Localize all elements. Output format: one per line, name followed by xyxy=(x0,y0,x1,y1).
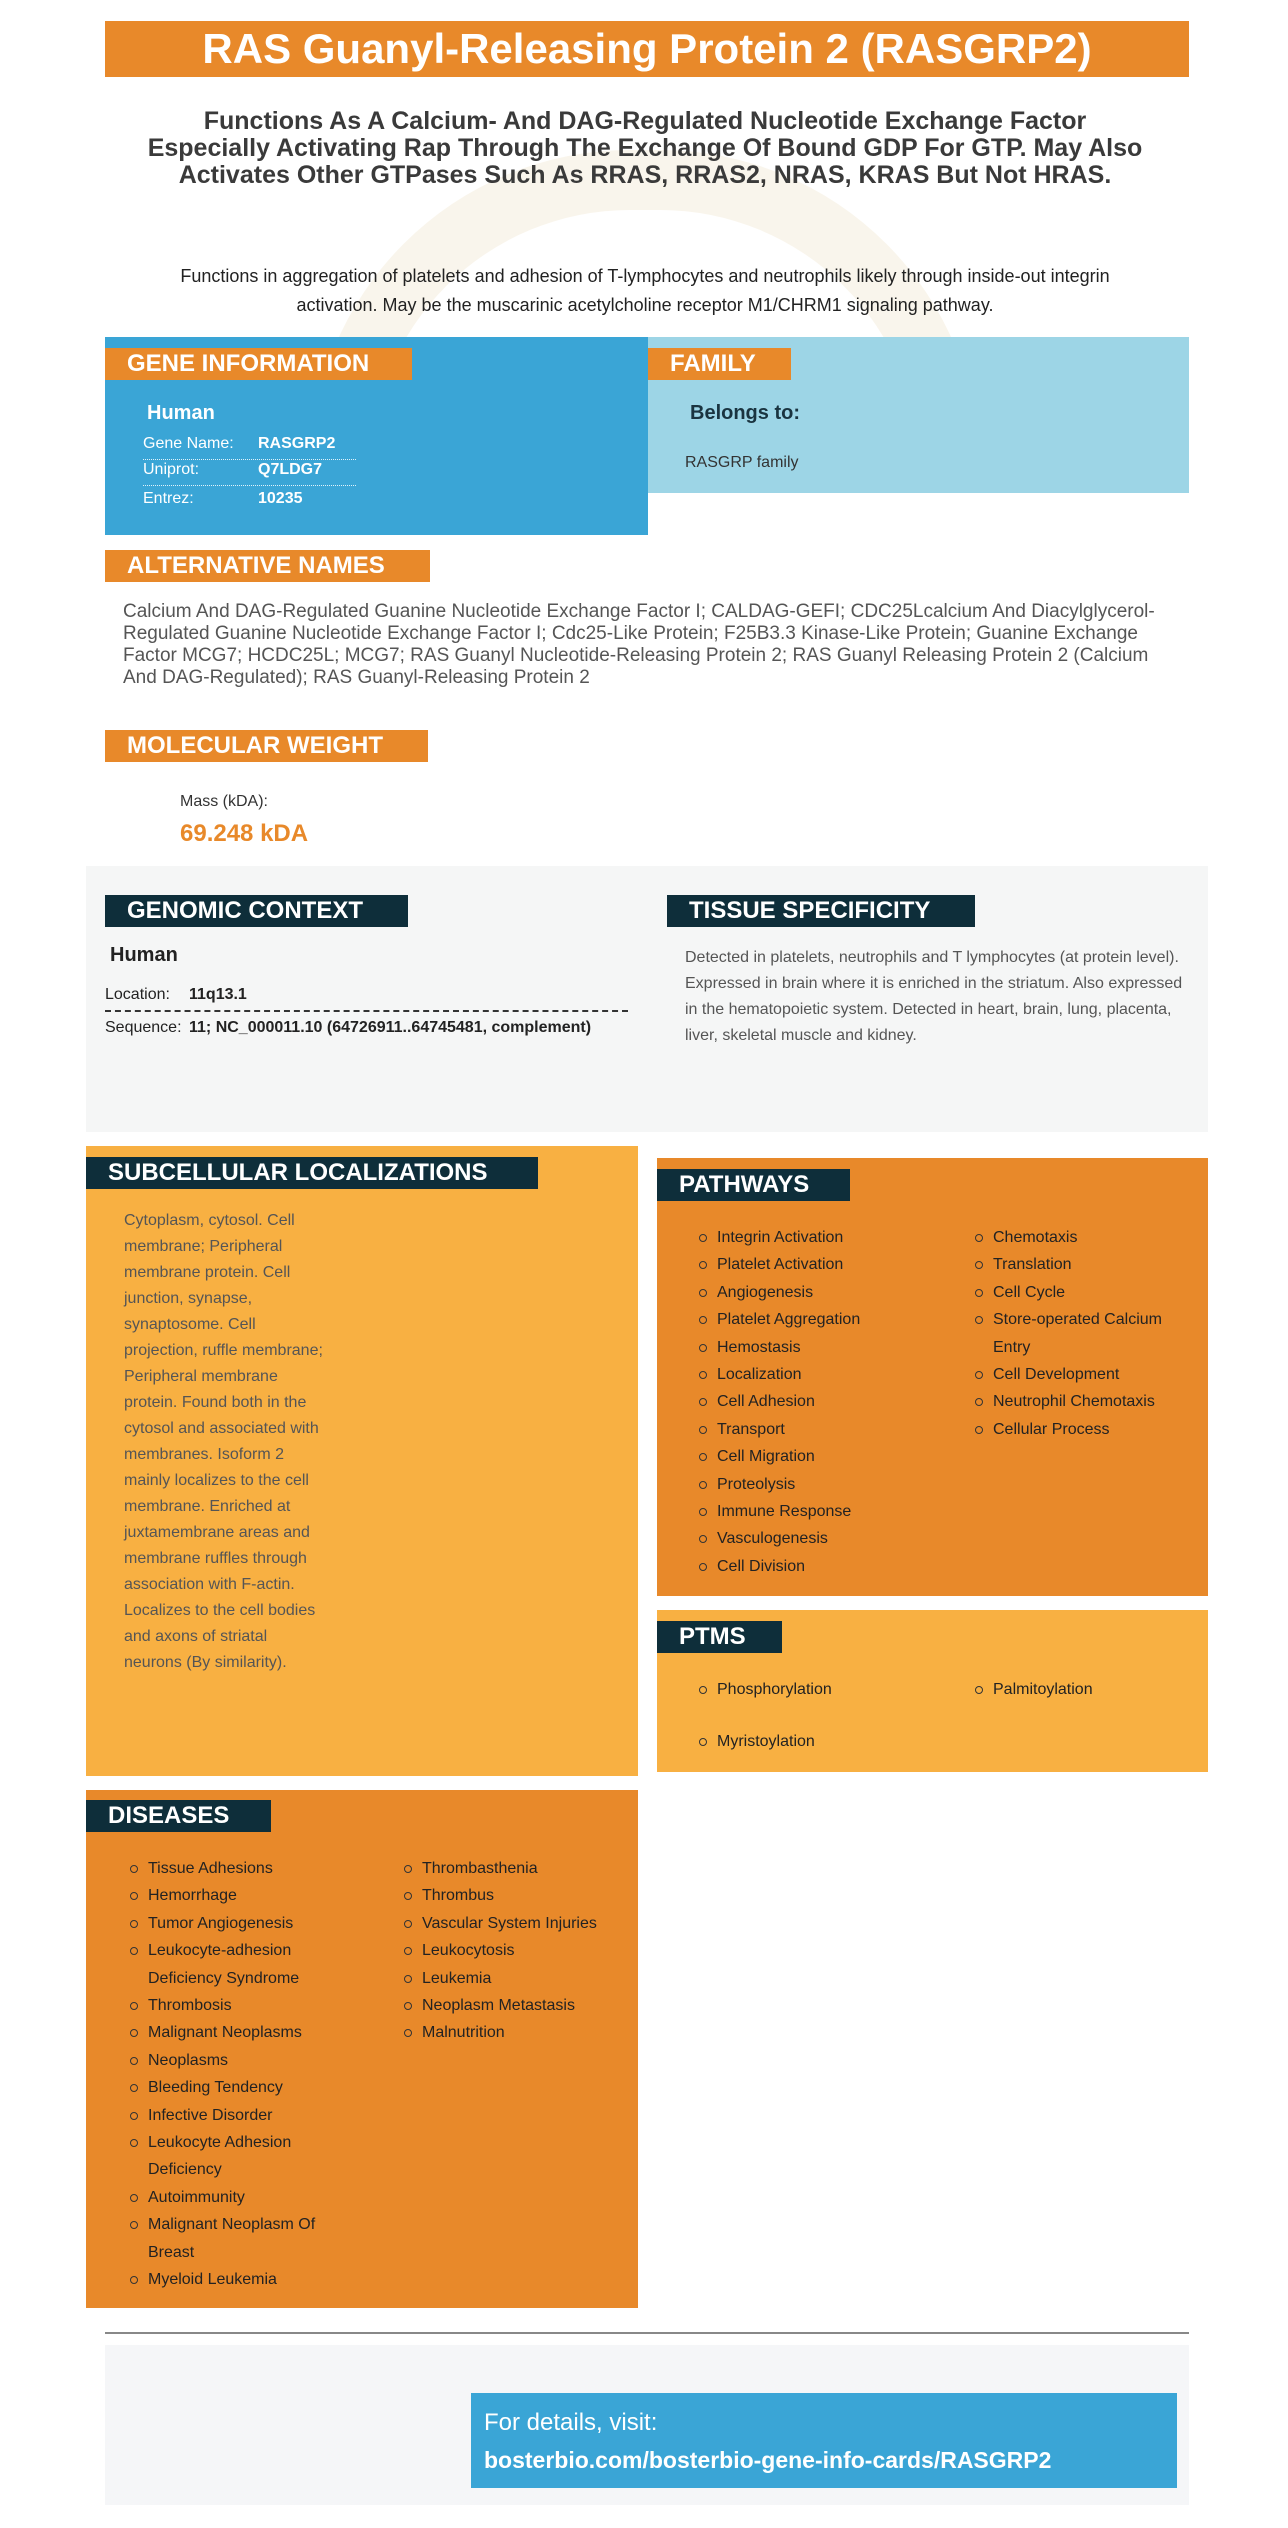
gene-row-value: 10235 xyxy=(258,490,303,507)
list-item: Store-operated Calcium Entry xyxy=(975,1306,1193,1361)
molecular-weight-header: MOLECULAR WEIGHT xyxy=(105,730,428,762)
list-item: Translation xyxy=(975,1251,1193,1278)
list-item: Platelet Activation xyxy=(699,1251,939,1278)
list-item: Integrin Activation xyxy=(699,1224,939,1251)
details-link[interactable]: bosterbio.com/bosterbio-gene-info-cards/RASGRP2 xyxy=(484,2447,1052,2473)
list-item: Myristoylation xyxy=(699,1728,939,1755)
list-item: Neoplasms xyxy=(130,2047,352,2074)
gene-species: Human xyxy=(147,402,215,424)
gene-row-name xyxy=(143,432,356,460)
list-item: Localization xyxy=(699,1361,939,1388)
list-item: Angiogenesis xyxy=(699,1279,939,1306)
family-header: FAMILY xyxy=(648,348,791,380)
diseases-list-col2 xyxy=(404,1855,634,2047)
location-label: Location: xyxy=(105,986,170,1003)
location-value: 11q13.1 xyxy=(189,986,247,1003)
family-value: RASGRP family xyxy=(685,454,799,471)
list-item: Myeloid Leukemia xyxy=(130,2266,352,2293)
footer-divider xyxy=(105,2332,1189,2334)
list-item: Neoplasm Metastasis xyxy=(404,1992,634,2019)
alternative-names-header: ALTERNATIVE NAMES xyxy=(105,550,430,582)
details-link-box[interactable] xyxy=(471,2393,1177,2488)
subcellular-header: SUBCELLULAR LOCALIZATIONS xyxy=(86,1157,538,1189)
list-item: Autoimmunity xyxy=(130,2184,352,2211)
list-item: Leukemia xyxy=(404,1965,634,1992)
list-item: Cell Migration xyxy=(699,1443,939,1470)
ptms-header: PTMS xyxy=(657,1621,782,1653)
alternative-names-text: Calcium And DAG-Regulated Guanine Nucleotide Exchange Factor I; CALDAG-GEFI; CDC25Lcalcium And Diacylglycerol-Regulated Guanine Nucleotide Exchange Factor I; Cdc25-Like Protein; F25B3.3 Kinase-Like Protein; Guanine Exchange Factor MCG7; HCDC25L; MCG7; RAS Guanyl Nucleotide-Releasing Protein 2; RAS Guanyl Releasing Protein 2 (Calcium And DAG-Regulated); RAS Guanyl-Releasing Protein 2 xyxy=(123,601,1155,688)
list-item: Leukocytosis xyxy=(404,1937,634,1964)
diseases-list-col1 xyxy=(130,1855,352,2294)
gene-row-label: Gene Name: xyxy=(143,435,234,452)
list-item: Leukocyte Adhesion Deficiency xyxy=(130,2129,352,2184)
list-item: Tissue Adhesions xyxy=(130,1855,352,1882)
ptms-list-col2 xyxy=(975,1676,1193,1703)
family-belongs-label: Belongs to: xyxy=(690,402,800,424)
summary-text: Functions in aggregation of platelets and adhesion of T-lymphocytes and neutrophils likely through inside-out integrin activation. May be the muscarinic acetylcholine receptor M1/CHRM1 signaling pathway. xyxy=(180,266,1110,315)
pathways-list-col1 xyxy=(699,1224,939,1580)
list-item: Cellular Process xyxy=(975,1416,1193,1443)
list-item: Malnutrition xyxy=(404,2019,634,2046)
mass-value: 69.248 kDA xyxy=(180,820,309,847)
subcellular-text: Cytoplasm, cytosol. Cell membrane; Peripheral membrane protein. Cell junction, synapse, synaptosome. Cell projection, ruffle membrane; Peripheral membrane protein. Found both in the cytosol and associated with membranes. Isoform 2 mainly localizes to the cell membrane. Enriched at juxtamembrane areas and membrane ruffles through association with F-actin. Localizes to the cell bodies and axons of striatal neurons (By similarity). xyxy=(124,1212,323,1671)
list-item: Palmitoylation xyxy=(975,1676,1193,1703)
list-item: Hemostasis xyxy=(699,1334,939,1361)
list-item: Vasculogenesis xyxy=(699,1525,939,1552)
pathways-header: PATHWAYS xyxy=(657,1169,850,1201)
list-item: Cell Adhesion xyxy=(699,1388,939,1415)
page-subtitle: Functions As A Calcium- And DAG-Regulated Nucleotide Exchange Factor Especially Activating Rap Through The Exchange Of Bound GDP For GTP. May Also Activates Other GTPases Such As RRAS, RRAS2, NRAS, KRAS But Not HRAS. xyxy=(147,107,1143,189)
list-item: Hemorrhage xyxy=(130,1882,352,1909)
genomic-context-header: GENOMIC CONTEXT xyxy=(105,895,408,927)
list-item: Cell Development xyxy=(975,1361,1193,1388)
list-item: Cell Division xyxy=(699,1553,939,1580)
list-item: Platelet Aggregation xyxy=(699,1306,939,1333)
list-item: Transport xyxy=(699,1416,939,1443)
list-item: Neutrophil Chemotaxis xyxy=(975,1388,1193,1415)
list-item: Infective Disorder xyxy=(130,2102,352,2129)
list-item: Leukocyte-adhesion Deficiency Syndrome xyxy=(130,1937,352,1992)
list-item: Malignant Neoplasms xyxy=(130,2019,352,2046)
gene-row-label: Entrez: xyxy=(143,490,194,507)
genomic-species: Human xyxy=(110,944,178,966)
list-item: Thrombosis xyxy=(130,1992,352,2019)
list-item: Thrombasthenia xyxy=(404,1855,634,1882)
list-item: Phosphorylation xyxy=(699,1676,939,1703)
sequence-value: 11; NC_000011.10 (64726911..64745481, complement) xyxy=(189,1019,592,1036)
tissue-specificity-text: Detected in platelets, neutrophils and T lymphocytes (at protein level). Expressed in brain where it is enriched in the striatum. Also expressed in the hematopoietic system. Detected in heart, brain, lung, placenta, liver, skeletal muscle and kidney. xyxy=(685,949,1183,1044)
gene-row-value: RASGRP2 xyxy=(258,435,336,452)
ptms-list-col1 xyxy=(699,1676,939,1756)
mass-label: Mass (kDA): xyxy=(180,793,268,810)
list-item: Tumor Angiogenesis xyxy=(130,1910,352,1937)
tissue-specificity-header: TISSUE SPECIFICITY xyxy=(667,895,975,927)
gene-row-entrez xyxy=(143,487,356,515)
details-label: For details, visit: xyxy=(484,2409,658,2436)
page-title: RAS Guanyl-Releasing Protein 2 (RASGRP2) xyxy=(105,21,1189,77)
gene-row-uniprot xyxy=(143,458,356,486)
list-item: Malignant Neoplasm Of Breast xyxy=(130,2211,352,2266)
list-item: Proteolysis xyxy=(699,1471,939,1498)
list-item: Vascular System Injuries xyxy=(404,1910,634,1937)
list-item: Bleeding Tendency xyxy=(130,2074,352,2101)
gene-information-header: GENE INFORMATION xyxy=(105,348,412,380)
sequence-label: Sequence: xyxy=(105,1019,182,1036)
list-item: Immune Response xyxy=(699,1498,939,1525)
gene-row-value: Q7LDG7 xyxy=(258,461,323,478)
list-item: Chemotaxis xyxy=(975,1224,1193,1251)
pathways-list-col2 xyxy=(975,1224,1193,1443)
list-item: Thrombus xyxy=(404,1882,634,1909)
location-divider xyxy=(105,1010,628,1012)
list-item: Cell Cycle xyxy=(975,1279,1193,1306)
gene-row-label: Uniprot: xyxy=(143,461,200,478)
diseases-header: DISEASES xyxy=(86,1800,271,1832)
